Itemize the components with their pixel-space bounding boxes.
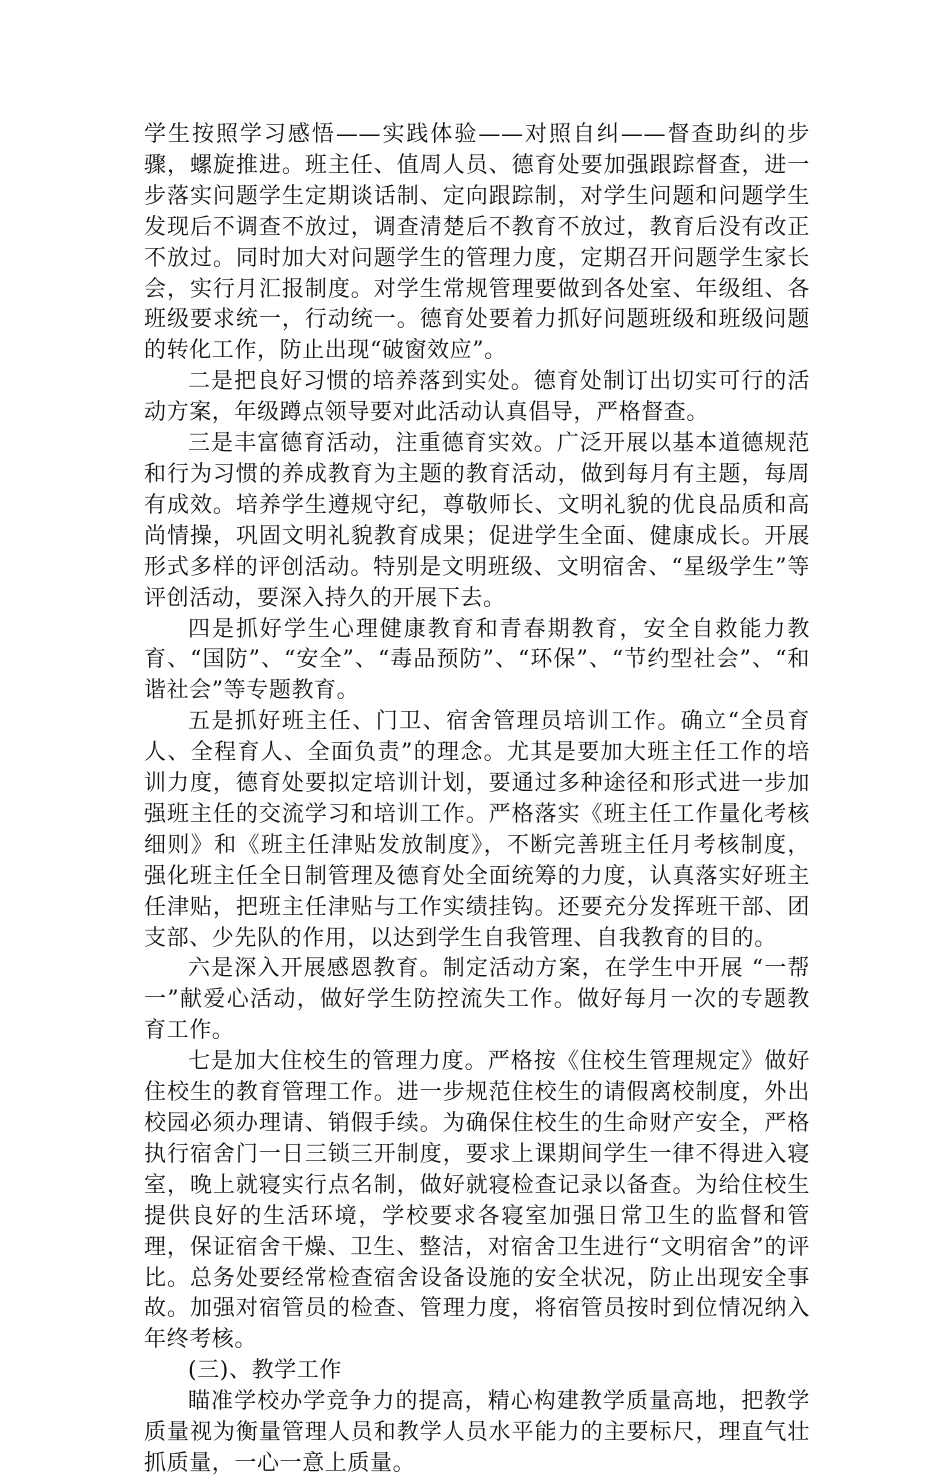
paragraph-teacher-training: 五是抓好班主任、门卫、宿舍管理员培训工作。确立“全员育人、全程育人、全面负责”的理念。尤其是要加大班主任工作的培训力度，德育处要拟定培训计划，要通过多种途径和形式进一步加强班主任的交流学习和培训工作。严格落实《班主任工作量化考核细则》和《班主任津贴发放制度》，不断完善班主任月考核制度，强化班主任全日制管理及德育处全面统筹的力度，认真落实好班主任津贴，把班主任津贴与工作实绩挂钩。还要充分发挥班干部、团支部、少先队的作用，以达到学生自我管理、自我教育的目的。 xyxy=(144,709,810,951)
paragraph-continuation: 学生按照学习感悟——实践体验——对照自纠——督查助纠的步骤，螺旋推进。班主任、值周人员、德育处要加强跟踪督查，进一步落实问题学生定期谈话制、定向跟踪制，对学生问题和问题学生发现后不调查不放过，调查清楚后不教育不放过，教育后没有改正不放过。同时加大对问题学生的管理力度，定期召开问题学生家长会，实行月汇报制度。对学生常规管理要做到各处室、年级组、各班级要求统一，行动统一。德育处要着力抓好问题班级和班级问题的转化工作，防止出现“破窗效应”。 xyxy=(144,122,810,364)
document-page xyxy=(144,120,810,1480)
paragraph-moral-activities: 三是丰富德育活动，注重德育实效。广泛开展以基本道德规范和行为习惯的养成教育为主题的教育活动，做到每月有主题，每周有成效。培养学生遵规守纪，尊敬师长、文明礼貌的优良品质和高尚情操，巩固文明礼貌教育成果；促进学生全面、健康成长。开展形式多样的评创活动。特别是文明班级、文明宿舍、“星级学生”等评创活动，要深入持久的开展下去。 xyxy=(144,431,810,611)
paragraph-teaching-quality: 瞄准学校办学竞争力的提高，精心构建教学质量高地，把教学质量视为衡量管理人员和教学人员水平能力的主要标尺，理直气壮抓质量，一心一意上质量。 xyxy=(144,1389,810,1476)
section-heading-teaching: (三)、教学工作 xyxy=(188,1358,342,1384)
paragraph-good-habits: 二是把良好习惯的培养落到实处。德育处制订出切实可行的活动方案，年级蹲点领导要对此活动认真倡导，严格督查。 xyxy=(144,369,810,426)
paragraph-mental-health: 四是抓好学生心理健康教育和青春期教育，安全自救能力教育、“国防”、“安全”、“毒品预防”、“环保”、“节约型社会”、“和谐社会”等专题教育。 xyxy=(144,616,810,704)
paragraph-gratitude-education: 六是深入开展感恩教育。制定活动方案，在学生中开展 “一帮一”献爱心活动，做好学生防控流失工作。做好每月一次的专题教育工作。 xyxy=(144,956,810,1044)
paragraph-boarding-management: 七是加大住校生的管理力度。严格按《住校生管理规定》做好住校生的教育管理工作。进一步规范住校生的请假离校制度，外出校园必须办理请、销假手续。为确保住校生的生命财产安全，严格执行宿舍门一日三锁三开制度，要求上课期间学生一律不得进入寝室，晚上就寝实行点名制，做好就寝检查记录以备查。为给住校生提供良好的生活环境，学校要求各寝室加强日常卫生的监督和管理，保证宿舍干燥、卫生、整洁，对宿舍卫生进行“文明宿舍”的评比。总务处要经常检查宿舍设备设施的安全状况，防止出现安全事故。加强对宿管员的检查、管理力度，将宿管员按时到位情况纳入年终考核。 xyxy=(144,1049,810,1353)
